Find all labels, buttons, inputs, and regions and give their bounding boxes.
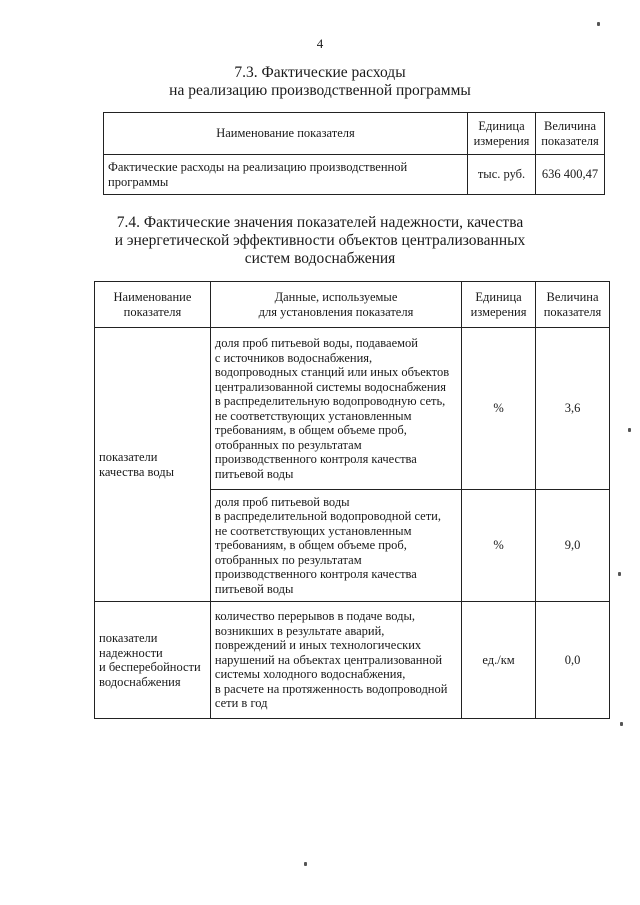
- value-cell: 0,0: [536, 602, 610, 719]
- value-cell: 3,6: [536, 328, 610, 490]
- unit-cell: %: [462, 490, 536, 602]
- section-7-4-title-line1: 7.4. Фактические значения показателей надежности, качества: [116, 214, 524, 231]
- section-7-3-title: [0, 64, 640, 100]
- section-7-3-title-line1: 7.3. Фактические расходы: [234, 64, 406, 81]
- table-header-row: [104, 113, 605, 155]
- section-7-3-title-line2: на реализацию производственной программы: [169, 82, 471, 99]
- scan-speck: [304, 862, 307, 866]
- scan-speck: [618, 572, 621, 576]
- data-description: доля проб питьевой воды, подаваемой с источников водоснабжения, водопроводных станций или иных объектов централизованной системы водоснабжения в распределительную водопроводную сеть, не соответствующих установленным требованиям, в общем объеме проб, отобранных по результатам производственного контроля качества питьевой воды: [210, 328, 461, 490]
- section-7-4-title-line2: и энергетической эффективности объектов централизованных: [114, 232, 526, 249]
- scan-speck: [628, 428, 631, 432]
- group-name-water-quality: показатели качества воды: [95, 328, 211, 602]
- indicator-name: Фактические расходы на реализацию производственной программы: [104, 155, 468, 195]
- unit-cell: ед./км: [462, 602, 536, 719]
- group-name-reliability: показатели надежности и бесперебойности водоснабжения: [95, 602, 211, 719]
- scan-speck: [620, 722, 623, 726]
- section-7-4-title-line3: систем водоснабжения: [244, 250, 396, 267]
- header-unit: Единица измерения: [468, 113, 536, 155]
- header-data-used: Данные, используемые для установления показателя: [210, 282, 461, 328]
- header-unit: Единица измерения: [462, 282, 536, 328]
- header-value: Величина показателя: [536, 113, 605, 155]
- value-cell: 9,0: [536, 490, 610, 602]
- section-7-4-title: [0, 214, 640, 268]
- table-row: [104, 155, 605, 195]
- data-description: количество перерывов в подаче воды, возникших в результате аварий, повреждений и иных технологических нарушений на объектах централизованной системы холодного водоснабжения, в расчете на протяженность водопроводной сети в год: [210, 602, 461, 719]
- table-row: [95, 602, 610, 719]
- header-indicator-name: Наименование показателя: [104, 113, 468, 155]
- unit-cell: %: [462, 328, 536, 490]
- scan-speck: [597, 22, 600, 26]
- header-value: Величина показателя: [536, 282, 610, 328]
- data-description: доля проб питьевой воды в распределительной водопроводной сети, не соответствующих установленным требованиям, в общем объеме проб, отобранных по результатам производственного контроля качества питьевой воды: [210, 490, 461, 602]
- unit-cell: тыс. руб.: [468, 155, 536, 195]
- table-actual-expenses: [103, 112, 605, 195]
- value-cell: 636 400,47: [536, 155, 605, 195]
- page-number: 4: [316, 36, 324, 51]
- table-row: [95, 328, 610, 490]
- header-indicator-name: Наименование показателя: [95, 282, 211, 328]
- table-reliability-indicators: [94, 281, 610, 719]
- table-header-row: [95, 282, 610, 328]
